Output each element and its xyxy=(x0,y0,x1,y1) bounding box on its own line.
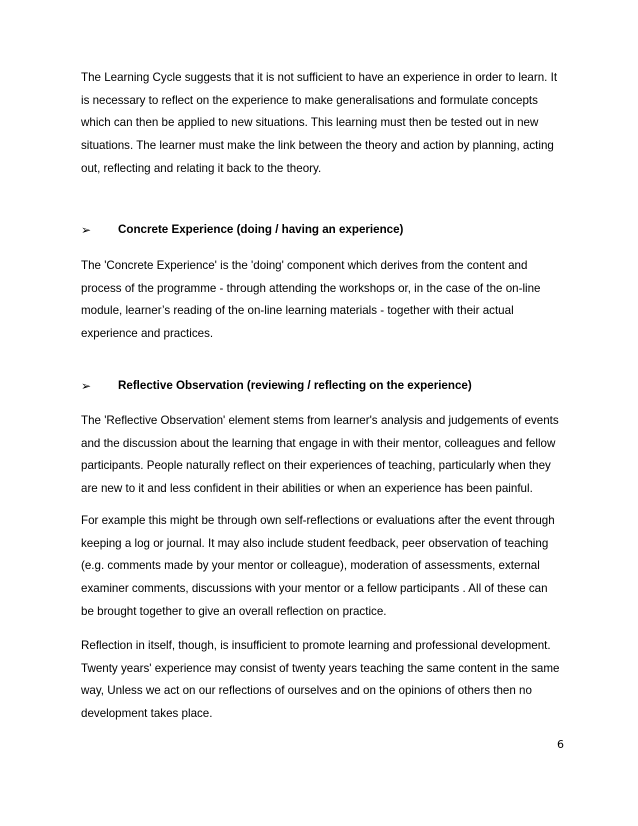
section-heading-text: Concrete Experience (doing / having an experience) xyxy=(118,223,404,236)
intro-paragraph: The Learning Cycle suggests that it is not sufficient to have an experience in order to learn. It is necessary to reflect on the experience to make generalisations and formulate concepts which can then be applied to new situations. This learning must then be tested out in new situations. The learner must make the link between the theory and action by planning, acting out, reflecting and relating it back to the theory. xyxy=(81,71,558,175)
section-heading-reflective-observation xyxy=(81,378,561,394)
examples-paragraph: For example this might be through own self-reflections or evaluations after the event through keeping a log or journal. It may also include student feedback, peer observation of teaching (e.g. comments made by your mentor or colleague), moderation of assessments, external examiner comments, discussions with your mentor or a fellow participants . All of these can be brought together to give an overall reflection on practice. xyxy=(81,514,555,618)
page-number: 6 xyxy=(557,738,564,751)
reflection-insufficient-paragraph: Reflection in itself, though, is insufficient to promote learning and professional development. Twenty years' experience may consist of twenty years teaching the same content in the same way, Unless we act on our reflections of ourselves and on the opinions of others then no development takes place. xyxy=(81,639,560,721)
reflective-observation-paragraph: The 'Reflective Observation' element stems from learner's analysis and judgements of events and the discussion about the learning that engage in with their mentor, colleagues and fellow participants. People naturally reflect on their experiences of teaching, particularly when they are new to it and less confident in their abilities or when an experience has been painful. xyxy=(81,414,559,496)
section-heading-concrete-experience xyxy=(81,222,561,238)
section-heading-text: Reflective Observation (reviewing / reflecting on the experience) xyxy=(118,379,472,392)
arrow-bullet-icon: ➢ xyxy=(81,223,92,237)
arrow-bullet-icon: ➢ xyxy=(81,379,92,393)
concrete-experience-paragraph: The 'Concrete Experience' is the 'doing' component which derives from the content and process of the programme - through attending the workshops or, in the case of the on-line module, learner’s reading of the on-line learning materials - together with their actual experience and practices. xyxy=(81,259,541,341)
